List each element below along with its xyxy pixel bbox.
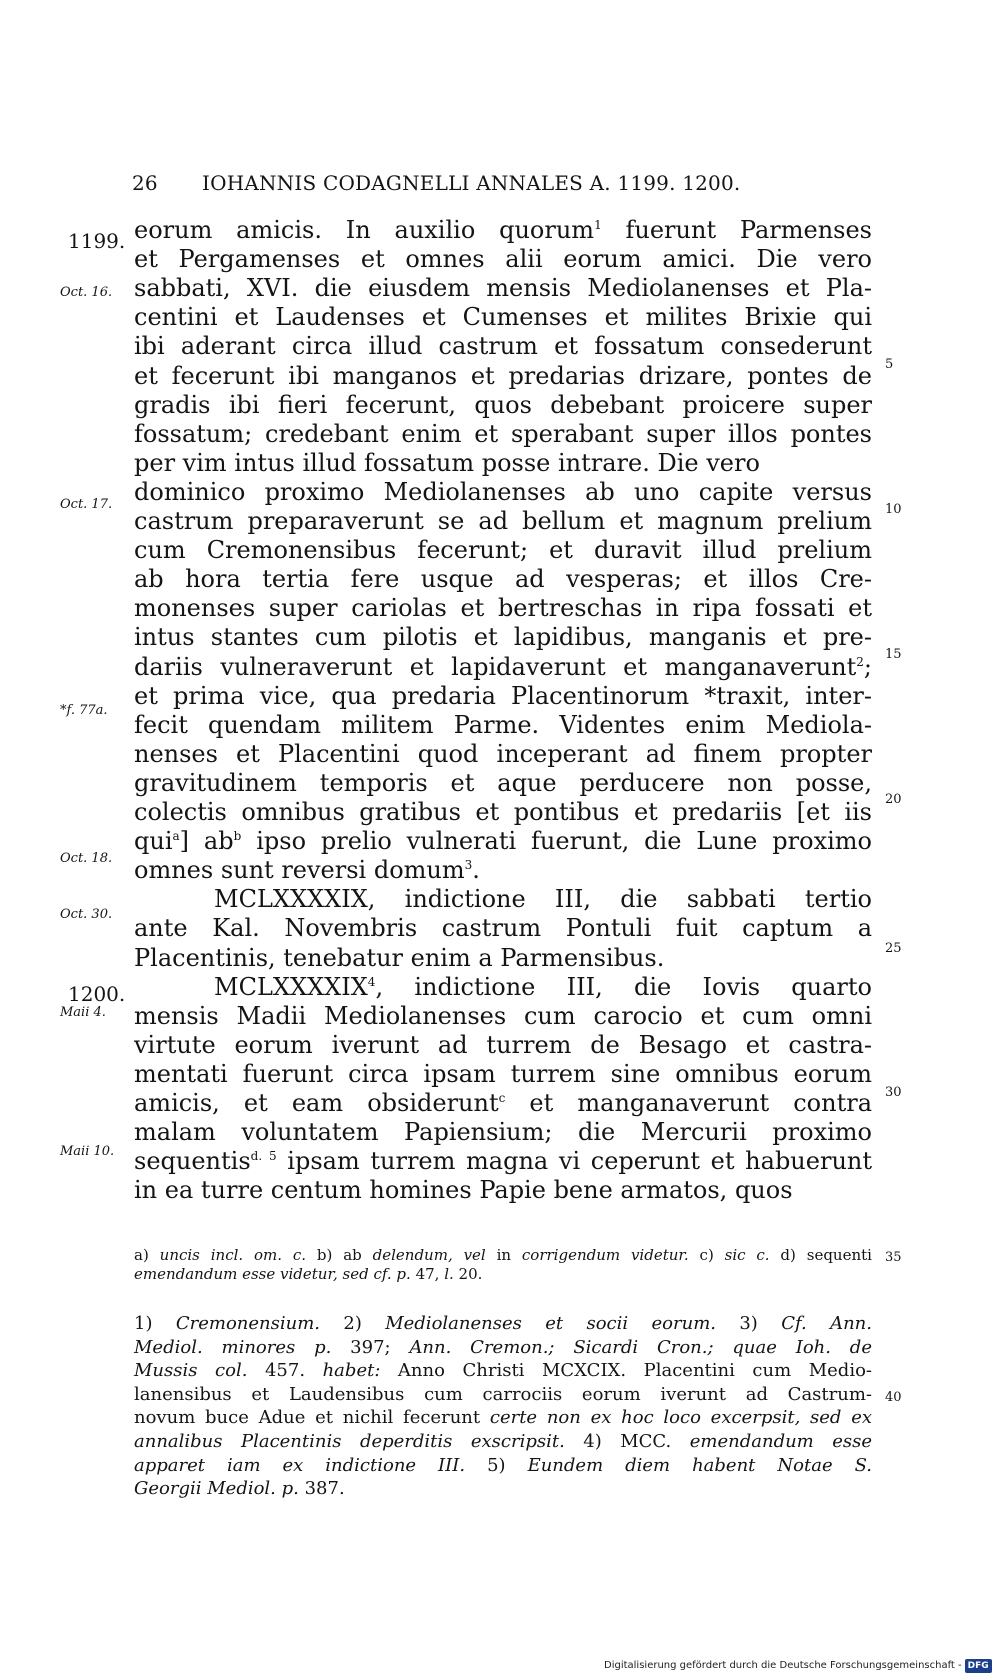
running-title: IOHANNIS CODAGNELLI ANNALES A. 1199. 1200. xyxy=(202,171,741,195)
line-number: 10 xyxy=(885,502,902,517)
page-header xyxy=(127,171,867,201)
text-line: gradis ibi fieri fecerunt, quos debebant proicere super xyxy=(134,390,872,419)
margin-date: Oct. 17. xyxy=(60,497,113,512)
line-number: 35 xyxy=(885,1250,902,1265)
credit-text: Digitalisierung gefördert durch die Deutsche Forschungsgemeinschaft - xyxy=(604,1660,962,1671)
line-number: 20 xyxy=(885,792,902,807)
apparatus-line: a) uncis incl. om. c. b) ab delendum, vel in corrigendum videtur. c) sic c. d) sequenti xyxy=(134,1246,872,1264)
footnote-line: 1) Cremonensium. 2) Mediolanenses et socii eorum. 3) Cf. Ann. xyxy=(134,1313,872,1334)
margin-date: Maii 4. xyxy=(60,1005,106,1020)
text-line: centini et Laudenses et Cumenses et milites Brixie qui xyxy=(134,303,872,332)
text-line: ibi aderant circa illud castrum et fossatum consederunt xyxy=(134,332,872,361)
margin-date: Oct. 30. xyxy=(60,907,113,922)
text-line: et prima vice, qua predaria Placentinorum *traxit, inter- xyxy=(134,681,872,710)
text-line: in ea turre centum homines Papie bene armatos, quos xyxy=(134,1176,793,1205)
text-line: fecit quendam militem Parme. Videntes enim Mediola- xyxy=(134,710,872,739)
margin-date: Oct. 18. xyxy=(60,851,113,866)
text-line: mensis Madii Mediolanenses cum carocio et cum omni xyxy=(134,1001,872,1030)
text-line: Placentinis, tenebatur enim a Parmensibus. xyxy=(134,943,665,972)
text-line: et Pergamenses et omnes alii eorum amici. Die vero xyxy=(134,245,872,274)
text-line: castrum preparaverunt se ad bellum et magnum prelium xyxy=(134,507,872,535)
margin-date: *f. 77a. xyxy=(60,703,108,718)
apparatus-line: emendandum esse videtur, sed cf. p. 47, l. 20. xyxy=(134,1265,483,1283)
text-line: fossatum; credebant enim et sperabant super illos pontes xyxy=(134,419,872,448)
line-number: 5 xyxy=(885,357,894,372)
text-line: colectis omnibus gratibus et pontibus et predariis [et iis xyxy=(134,798,872,826)
text-line: malam voluntatem Papiensium; die Mercurii proximo xyxy=(134,1118,872,1147)
dfg-logo: DFG xyxy=(965,1659,992,1673)
text-line: ante Kal. Novembris castrum Pontuli fuit captum a xyxy=(134,914,872,943)
margin-date: Maii 10. xyxy=(60,1144,115,1159)
text-line: monenses super cariolas et bertreschas in ripa fossati et xyxy=(134,594,872,623)
footnote-line: Mediol. minores p. 397; Ann. Cremon.; Sicardi Cron.; quae Ioh. de xyxy=(134,1336,872,1358)
footnote-line: annalibus Placentinis deperditis exscripsit. 4) MCC. emendandum esse xyxy=(134,1431,872,1452)
text-line: intus stantes cum pilotis et lapidibus, manganis et pre- xyxy=(134,623,872,652)
text-line: amicis, et eam obsiderunt$^c$ et manganaverunt contra xyxy=(134,1089,872,1117)
text-line: et fecerunt ibi manganos et predarias drizare, pontes de xyxy=(134,361,872,390)
footnote-line: lanensibus et Laudensibus cum carrociis eorum iverunt ad Castrum- xyxy=(134,1383,872,1405)
text-line: sequentis$^{d. 5}$ ipsam turrem magna vi ceperunt et habuerunt xyxy=(134,1147,873,1176)
digitization-credit xyxy=(604,1659,996,1674)
text-line: MCLXXXXIX, indictione III, die sabbati tertio xyxy=(214,885,872,914)
text-line: gravitudinem temporis et aque perducere non posse, xyxy=(134,768,872,797)
line-number: 25 xyxy=(885,941,902,956)
text-line: omnes sunt reversi domum$^3$. xyxy=(134,856,480,885)
line-number: 40 xyxy=(885,1390,902,1405)
page-number: 26 xyxy=(132,171,158,195)
text-line: dominico proximo Mediolanenses ab uno capite versus xyxy=(134,477,872,506)
text-line: sabbati, XVI. die eiusdem mensis Mediolanenses et Pla- xyxy=(134,274,872,303)
text-line: per vim intus illud fossatum posse intrare. Die vero xyxy=(134,448,760,477)
text-line: qui$^a$] $ab^b$ ipso prelio vulnerati fuerunt, die Lune proximo xyxy=(134,827,872,856)
text-line: eorum amicis. In auxilio quorum$^1$ fuerunt Parmenses xyxy=(134,216,872,244)
text-line: mentati fuerunt circa ipsam turrem sine omnibus eorum xyxy=(134,1059,872,1088)
text-line: cum Cremonensibus fecerunt; et duravit illud prelium xyxy=(134,536,872,565)
margin-date: Oct. 16. xyxy=(60,285,113,300)
text-line: dariis vulneraverunt et lapidaverunt et manganaverunt$^2$; xyxy=(134,652,872,681)
text-line: MCLXXXXIX$^4$, indictione III, die Iovis quarto xyxy=(214,972,872,1001)
text-line: ab hora tertia fere usque ad vesperas; et illos Cre- xyxy=(134,565,872,594)
line-number: 15 xyxy=(885,647,902,662)
text-line: virtute eorum iverunt ad turrem de Besago et castra- xyxy=(134,1030,872,1059)
margin-date: 1200. xyxy=(68,982,126,1006)
margin-date: 1199. xyxy=(68,229,126,253)
text-line: nenses et Placentini quod inceperant ad finem propter xyxy=(134,739,872,768)
footnote-line: Georgii Mediol. p. 387. xyxy=(134,1478,345,1500)
footnote-line: apparet iam ex indictione III. 5) Eundem diem habent Notae S. xyxy=(134,1454,872,1476)
footnote-line: novum buce Adue et nichil fecerunt certe non ex hoc loco excerpsit, sed ex xyxy=(134,1407,872,1429)
line-number: 30 xyxy=(885,1085,902,1100)
footnote-line: Mussis col. 457. habet: Anno Christi MCXCIX. Placentini cum Medio- xyxy=(134,1360,872,1382)
